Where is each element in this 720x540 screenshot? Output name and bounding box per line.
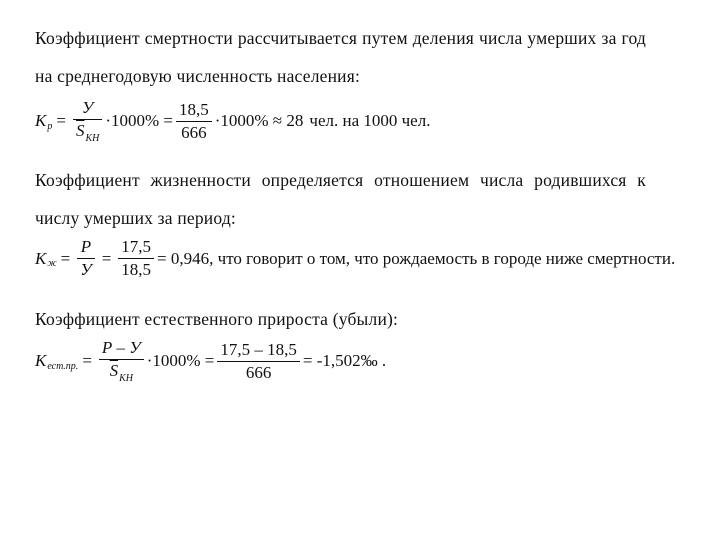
mortality-multiplier: ·1000% = <box>105 111 173 130</box>
mortality-lhs-sub: р <box>47 120 53 132</box>
growth-numeric-fraction <box>217 339 300 384</box>
growth-multiplier: ·1000% = <box>146 351 215 370</box>
mortality-numerator-symbol: У <box>81 98 94 117</box>
growth-intro-text: Коэффициент естественного прироста (убыли): <box>35 309 399 329</box>
mortality-symbolic-fraction <box>73 97 102 145</box>
mortality-result: ·1000% ≈ 28 <box>214 111 304 130</box>
growth-symbolic-fraction <box>99 337 144 385</box>
growth-numerator-value: 17,5 – 18,5 <box>220 339 297 359</box>
growth-denominator-value: 666 <box>245 362 272 382</box>
mortality-eq: = <box>56 111 66 130</box>
vitality-lhs-sub: ж <box>47 258 57 269</box>
growth-numerator-symbol: Р – У <box>101 338 141 357</box>
vitality-eq2: = <box>101 248 112 268</box>
vitality-denominator-symbol: У <box>80 260 92 279</box>
vitality-intro-text: Коэффициент жизненности определяется отношением числа родившихся к числу умерших за период: <box>35 170 646 228</box>
growth-lhs: K <box>35 351 47 370</box>
vitality-comment: , что говорит о том, что рождаемость в городе ниже смертности. <box>209 248 676 268</box>
growth-eq: = <box>82 351 92 370</box>
growth-formula <box>35 337 386 385</box>
vitality-result: = 0,946 <box>157 248 210 268</box>
mortality-intro-text: Коэффициент смертности рассчитывается путем деления числа умерших за год на среднегодовую численность населения: <box>35 28 646 86</box>
mortality-denominator-value: 666 <box>181 122 207 142</box>
vitality-lhs: K <box>35 248 47 268</box>
vitality-numeric-fraction <box>118 236 154 281</box>
vitality-formula <box>35 236 675 281</box>
mortality-numeric-fraction <box>176 99 212 144</box>
growth-result: = -1,502‰ . <box>302 351 387 370</box>
vitality-denominator-value: 18,5 <box>121 260 152 279</box>
growth-lhs-sub: есm.пр. <box>47 360 79 372</box>
vitality-numerator-value: 17,5 <box>121 237 152 256</box>
mortality-unit: чел. на 1000 чел. <box>309 111 431 130</box>
growth-denominator-symbol: $\overline{S}_{КН}$ <box>109 361 133 384</box>
mortality-numerator-value: 18,5 <box>178 99 209 119</box>
vitality-symbolic-fraction <box>77 236 94 281</box>
mortality-formula <box>35 97 430 145</box>
mortality-denominator-symbol: $\overline{S}_{КН}$ <box>75 121 100 144</box>
vitality-eq: = <box>60 248 71 268</box>
mortality-lhs: K <box>35 111 47 130</box>
vitality-numerator-symbol: Р <box>80 237 92 256</box>
